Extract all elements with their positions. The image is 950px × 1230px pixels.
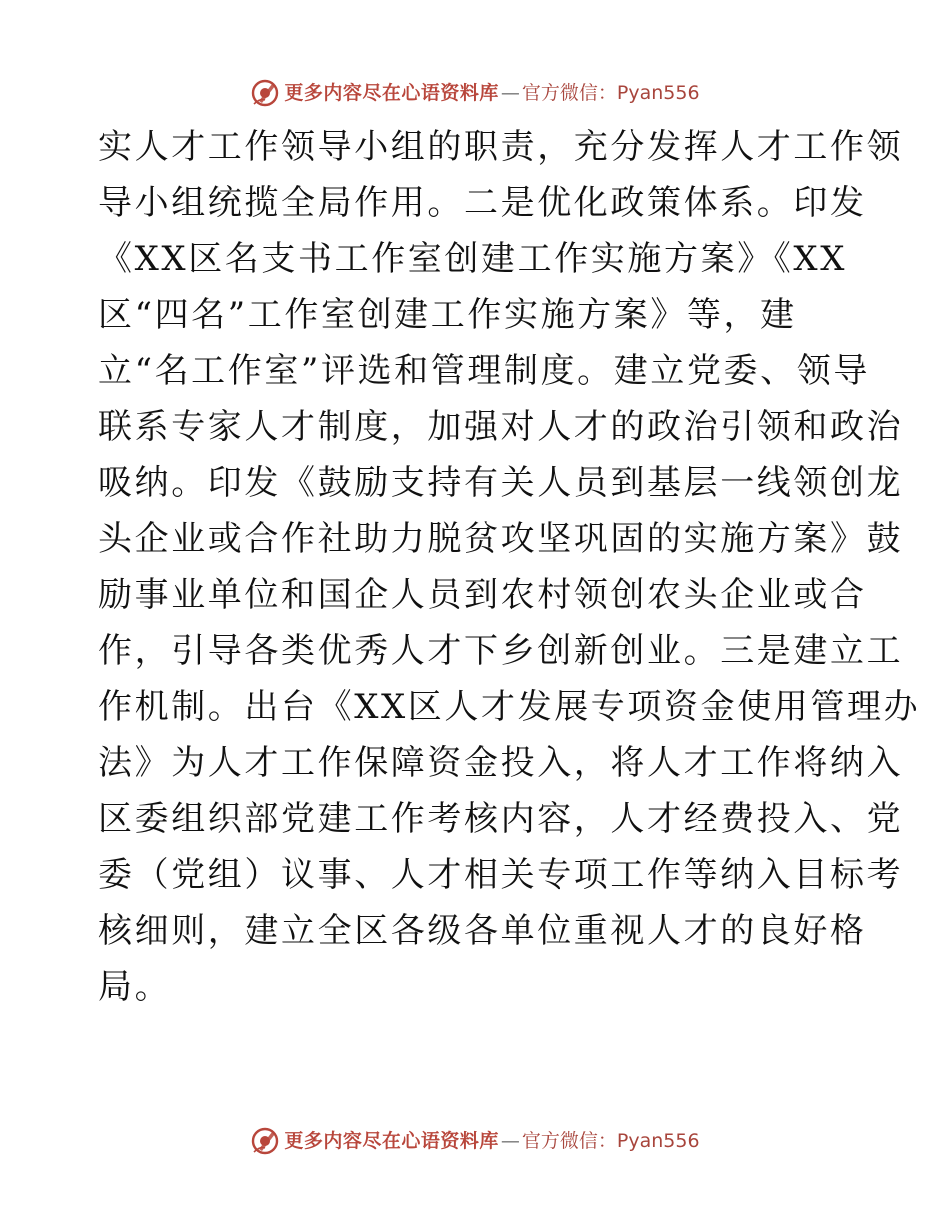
body-line: 核细则，建立全区各级各单位重视人才的良好格	[98, 911, 867, 951]
body-line: 实人才工作领导小组的职责，充分发挥人才工作领	[98, 127, 904, 167]
watermark-site-text: 更多内容尽在心语资料库	[284, 1130, 499, 1152]
document-body	[98, 126, 921, 1022]
body-line: 作机制。出台《XX区人才发展专项资金使用管理办	[98, 687, 921, 727]
watermark-wechat-text: 官方微信：Pyan556	[521, 1130, 700, 1152]
watermark-wechat-text: 官方微信：Pyan556	[521, 82, 700, 104]
footer-watermark	[0, 1126, 950, 1156]
body-line: 区委组织部党建工作考核内容，人才经费投入、党	[98, 799, 904, 839]
body-line: 励事业单位和国企人员到农村领创农头企业或合	[98, 575, 867, 615]
body-line: 立“名工作室”评选和管理制度。建立党委、领导	[98, 351, 870, 391]
body-line: 作，引导各类优秀人才下乡创新创业。三是建立工	[98, 631, 904, 671]
body-line: 法》为人才工作保障资金投入，将人才工作将纳入	[98, 743, 904, 783]
watermark-separator: —	[500, 82, 520, 104]
body-line: 联系专家人才制度，加强对人才的政治引领和政治	[98, 407, 904, 447]
body-line: 局。	[98, 967, 172, 1007]
body-line: 委（党组）议事、人才相关专项工作等纳入目标考	[98, 855, 904, 895]
body-line: 《XX区名支书工作室创建工作实施方案》《XX	[98, 239, 848, 279]
watermark-site-text: 更多内容尽在心语资料库	[284, 82, 499, 104]
pen-logo-icon	[250, 78, 280, 108]
body-line: 吸纳。印发《鼓励支持有关人员到基层一线领创龙	[98, 463, 904, 503]
header-watermark	[0, 78, 950, 108]
body-line: 头企业或合作社助力脱贫攻坚巩固的实施方案》鼓	[98, 519, 904, 559]
body-line: 区“四名”工作室创建工作实施方案》等，建	[98, 295, 797, 335]
pen-logo-icon	[250, 1126, 280, 1156]
watermark-separator: —	[500, 1130, 520, 1152]
body-line: 导小组统揽全局作用。二是优化政策体系。印发	[98, 183, 867, 223]
